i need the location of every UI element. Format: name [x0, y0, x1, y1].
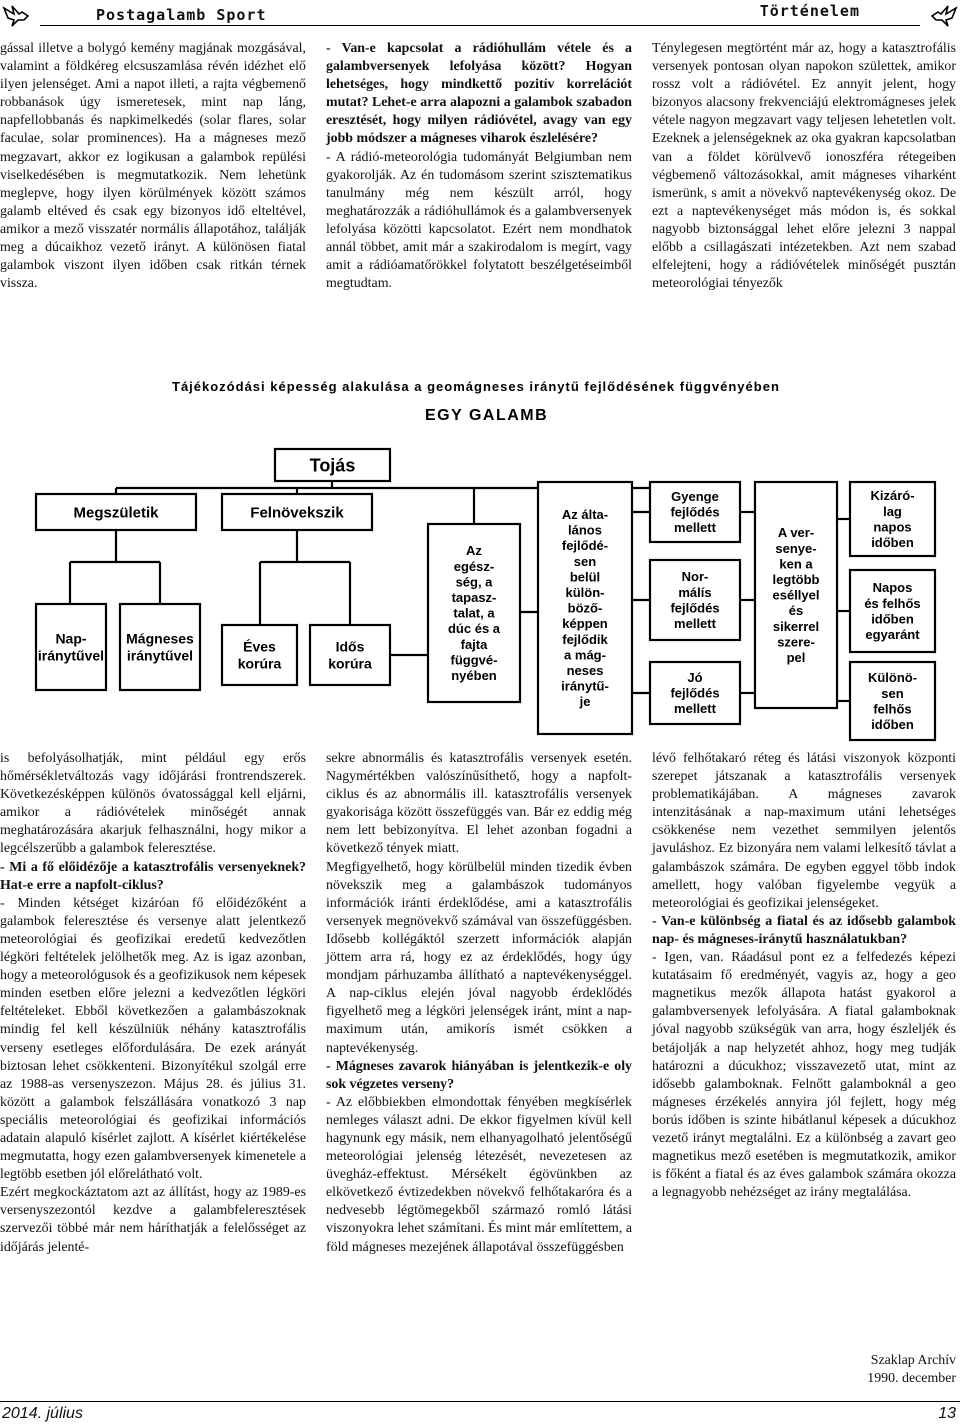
column-bottom-right: [652, 750, 956, 1202]
body-paragraph: Ténylegesen megtörtént már az, hogy a katasztrofális versenyek pontosan olyan napokon születtek, amikor rossz volt a rádióvétel. Ez annyit jelent, hogy bizonyos alacsony frekvenciájú elektromágneses jelek vétele nagyon megzavart vagy teljesen lehetetlen volt. Ezeknek a jelenségeknek az oka gyakran kapcsolatban van a földet körülvevő ionoszféra rétegeiben végbemenő változásokkal, amit mágneses viharként ismerünk, s amit a növekvő naptevékenység okoz. De ezt a naptevékenységet más módon is, és sokkal nagyobb biztonsággal lehet előre jelezni 3 nappal előbb a csillagászati intézetekben. Azt nem szabad elfelejteni, hogy a rádióvételek minőségét pusztán meteorológiai tényezők: [652, 41, 956, 292]
box-idos: [310, 625, 390, 685]
diagram-boxes: [36, 449, 935, 740]
box-felhos: [850, 570, 935, 652]
section-name: Történelem: [759, 2, 860, 20]
diagram-subtitle: EGY GALAMB: [425, 407, 549, 424]
box-label-eves: Éves korúra: [237, 638, 282, 672]
pigeon-right-icon: [924, 2, 958, 30]
body-paragraph: - A rádió-meteorológia tudományát Belgiumban nem gyakorolják. Az én tudomásom szerint szisztematikus tanulmány még nem készült arról, hogy meghatározzák a rádióhullámok és a galambversenyek lefolyása közötti kapcsolatot. Ezért nem mondhatok annál többet, amit már a szakirodalom is megírt, vagy amit a rádióamatőrökkel folytatott beszélgetéseimből megtudtam.: [326, 149, 632, 292]
box-label-gyenge: Gyenge fejlődés mellett: [670, 488, 720, 536]
footer-rule: [0, 1401, 960, 1402]
column-top-middle: [326, 40, 632, 293]
box-label-egeszseg: Az egész-ség, a tapasz-talat, a dúc és a fajta függvé-nyében: [447, 543, 501, 683]
box-label-felnovekszik: Felnövekszik: [250, 504, 344, 522]
box-label-kulonosen: Különö-sen felhős időben: [867, 670, 918, 732]
question-paragraph: - Van-e kapcsolat a rádióhullám vétele és a galambversenyek lefolyása között? Hogyan lehetséges, hogy mindkettő pozitív korrelációt mutat? Lehet-e arra alapozni a galambok szabadon eresztését, hogy milyen rádióvétel, avagy van egy jobb módszer a mágneses viharok észlelésére?: [326, 41, 632, 147]
diagram-title: Tájékozódási képesség alakulása a geomágneses iránytű fejlődésének függvényében: [172, 379, 780, 394]
box-jo: [650, 662, 740, 724]
body-paragraph: is befolyásolhatják, mint például egy erős hőmérsékletváltozás vagy időjárási frontrendszerek. Következésképpen különös óvatossággal kell eljárni, amikor a rádióvételek minőségét annak meghatározására akarjuk felhasználni, hogy mikor a legcélszerűbb a galambok feleresztése.: [0, 751, 306, 857]
box-tojas: [275, 449, 390, 481]
box-label-magneses: Mágneses iránytűvel: [126, 630, 194, 664]
box-nap: [36, 604, 106, 690]
signature-source: Szaklap Archív: [870, 1353, 956, 1368]
body-paragraph: Ezért megkockáztatom azt az állítást, hogy az 1989-es versenyszezontól kezdve a galambfeleresztések szervezői többé már nem háríthatják a felelősséget az időjárás jelenté-: [0, 1185, 306, 1255]
box-felnovekszik: [222, 494, 372, 530]
box-label-verseny: A ver-senye-ken a legtöbb eséllyel és sikerrel szere-pel: [772, 525, 820, 665]
box-kizarolag: [850, 482, 935, 556]
box-gyenge: [650, 482, 740, 542]
box-normalis: [650, 560, 740, 640]
column-top-right: [652, 40, 956, 293]
column-bottom-left: [0, 750, 306, 1257]
issue-date: 2014. július: [2, 1405, 83, 1422]
question-paragraph: - Mágneses zavarok hiányában is jelentkezik-e oly sok végzetes verseny?: [326, 1058, 632, 1092]
page-number: 13: [938, 1405, 956, 1422]
body-paragraph: - Minden kétséget kizáróan fő előidézőként a galambok feleresztése és versenye alatt jelentkező meteorológiai és geofizikai eredetű kedvezőtlen légköri feltételek jelölhetők meg. Az is igaz azonban, hogy a meteorológusok és a geofizikusok nem képesek minden esetben előre jelezni a kedvezőtlen légköri feltételeket. Ebből következően a galambászoknak mindig fel kell készülniük néhány katasztrofális verseny esetleges előfordulására. De ezek arányát biztosan lehet csökkenteni. Bizonyítékul szolgál erre az 1988-as versenyszezon. Május 28. és július 31. között a galambok felszállására vonatkozó 3 nap speciális meteorológiai és geofizikai információs adatain alapuló kísérlet zajlott. A kísérlet kiértékelése megmutatta, hogy ezen galambversenyek kimenetele a legtöbb esetben jól előrelátható volt.: [0, 895, 306, 1183]
box-label-megszuletik: Megszületik: [73, 504, 159, 522]
box-altalanos: [538, 482, 632, 734]
body-paragraph: Megfigyelhető, hogy körülbelül minden tizedik évben növekszik meg a galambászok tudományos információk iránti érdeklődése, ami a katasztrofális versenyek megnövekvő számával van összefüggésben. Idősebb kollégáktól szerzett információk alapján jöttem arra rá, hogy ez az érdeklődés, hogy úgy mondjam párhuzamba állítható a naptevékenységgel. A nap-ciklus elején jóval nagyobb érdeklődés figyelhető meg a légköri jelenségek iránt, mint a nap-maximum után, amikorís ismét csökken a naptevékenység.: [326, 859, 632, 1056]
box-label-felhos: Napos és felhős időben egyaránt: [864, 580, 921, 642]
box-magneses: [120, 604, 200, 690]
box-label-tojas: Tojás: [309, 455, 356, 476]
body-paragraph: - Igen, van. Ráadásul pont ez a felfedezés képezi kutatásaim fő eredményét, vagyis az, hogy a geo magnetikus mezők állapota hatást gyakorol a galambversenyek lefolyására. A fiatal galamboknak jóval nagyobb szükségük van arra, hogy észleljék és betájolják a nap helyzetét ahhoz, hogy meg tudják határozni a dúcukhoz; visszavezető utat, mint az idősebb galamboknak. Felnőtt galamboknál a geo mágneses érzékelés annyira jól fejlett, hogy még borús időben is szinte hibátlanul képesek a dúcukhoz vezető irányt megtalálni. Ez a különbség a zavart geo magnetikus mező esetében is megmutatkozik, amikor is főként a fiatal és az éves galambok számára okozza a legnagyobb nehézséget az irány megtalálása.: [652, 950, 956, 1201]
box-verseny: [755, 482, 837, 708]
box-eves: [222, 625, 297, 685]
signature-date: 1990. december: [867, 1371, 956, 1387]
header-rule: [40, 25, 920, 26]
body-paragraph: - Az előbbiekben elmondottak fényében megkísérlek nemleges választ adni. De ekkor figyelmen kívül kell hagynunk egy másik, nem elhanyagolható jelentőségű meteorológiai jelenség létezését, nevezetesen az üvegház-effektust. Mérsékelt égövünkben az elkövetkező évtizedekben növekvő felhőtakaróra és a nedvesebb légtömegekből származó romló látási viszonyokra lehet számítani. És mint már említettem, a föld mágneses mezejének állapotával összefüggésben: [326, 1094, 632, 1255]
box-label-idos: Idős korúra: [328, 638, 372, 672]
column-bottom-middle: [326, 750, 632, 1257]
box-egeszseg: [428, 524, 520, 702]
signature-block: [652, 1352, 956, 1388]
box-label-altalanos: Az álta-lános fejlődé-sen belül külön-böző-képpen fejlődik a mág-neses iránytű-je: [561, 506, 609, 710]
pigeon-left-icon: [2, 2, 36, 30]
page-header: [0, 0, 960, 34]
page-footer: [0, 1401, 960, 1427]
body-paragraph: gással illetve a bolygó kemény magjának mozgásával, valamint a földkéreg elcsuszamlása révén idézhet elő ilyen jelenséget. Ami a napot illeti, a rajta végbemenő robbanások úgy ismeretesek, mint nap láng, napfellobbanás és napkimelkedés (solar flares, solar faculae, solar prominences). Ha a mágneses mező megzavart, akkor ez logikusan a galambok repülési viselkedésében is megmutatkozik. Nem lehetünk meglepve, hogy ilyen körülmények között számos galamb eltéved és csak egy bizonyos idő elteltével, amikor a mező visszatér normális állapotához, találják meg a dúcaikhoz vezető irányt. A különösen fiatal galambok viszont ilyen időben csak ritkán térnek vissza.: [0, 41, 306, 292]
column-top-left: [0, 40, 306, 293]
body-paragraph: sekre abnormális és katasztrofális versenyek esetén. Nagymértékben valószínűsíthető, hogy a napfolt-ciklus és az abnormális ill. katasztrofális versenyek gyakorisága között összefüggés van. Bár ez eddig még nem lett bebizonyítva. El lehet azonban fogadni a következő tények miatt.: [326, 751, 632, 857]
body-paragraph: lévő felhőtakaró réteg és látási viszonyok központi szerepet játszanak a katasztrofális versenyek problematikájában. A mágneses zavarok intenzitásának a nap-maximum utáni lehetséges csökkenése nem vezethet semmilyen jelentős javuláshoz. Ez bizonyára nem valami lelkesítő távlat a galambászok számára. De egyben eggyel több indok amellett, hogy valóban figyelembe vegyük a meteorológiai és geofizikai jelenségeket.: [652, 751, 956, 911]
box-label-jo: Jó fejlődés mellett: [670, 669, 720, 717]
box-label-kizarolag: Kizáró-lag napos időben: [870, 488, 915, 550]
question-paragraph: - Van-e különbség a fiatal és az idősebb galambok nap- és mágneses-iránytű használatukban?: [652, 913, 956, 947]
box-kulonosen: [850, 662, 935, 740]
development-diagram: [0, 372, 960, 747]
box-label-normalis: Nor-málís fejlődés mellett: [670, 569, 720, 631]
box-megszuletik: [36, 494, 196, 530]
publication-name: Postagalamb Sport: [96, 6, 267, 24]
box-label-nap: Nap-iránytűvel: [37, 630, 105, 664]
question-paragraph: - Mi a fő előidézője a katasztrofális versenyeknek? Hat-e erre a napfolt-ciklus?: [0, 859, 306, 893]
